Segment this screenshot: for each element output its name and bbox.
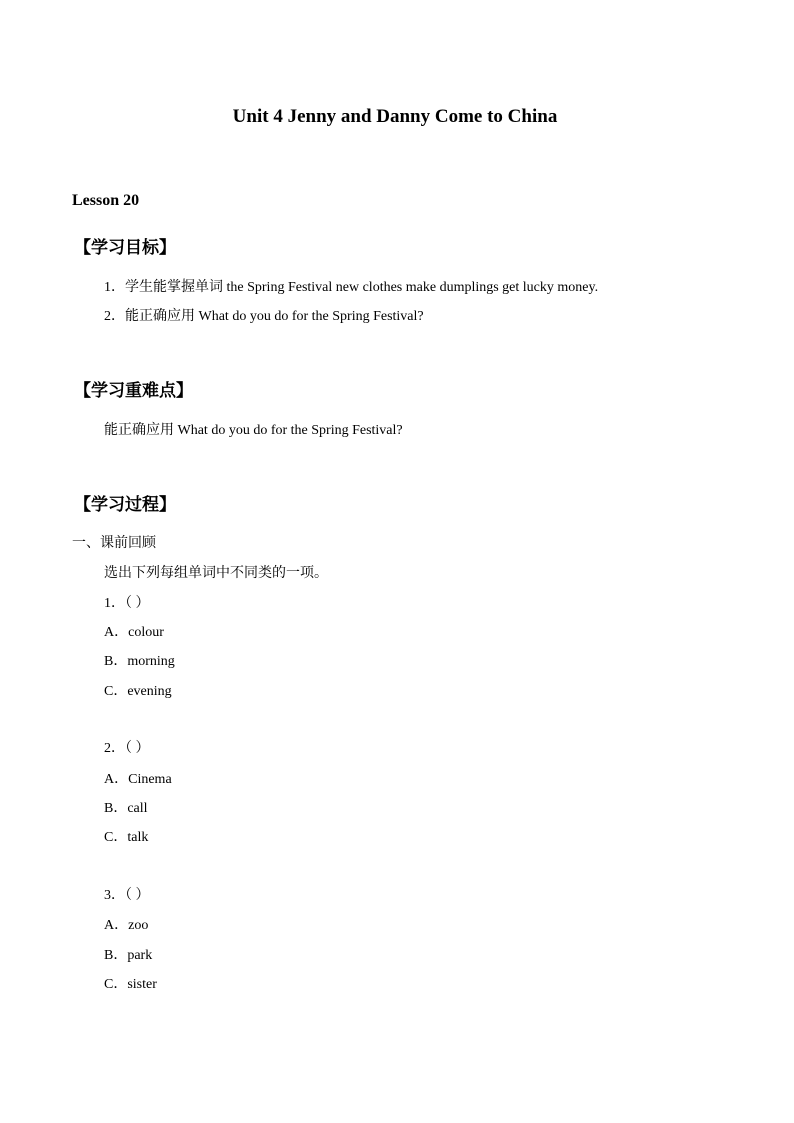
part-heading: 一、课前回顾 [72,535,156,551]
option-item: C．talk [104,830,149,845]
option-item: A．zoo [104,918,149,933]
question-number: 1．（ ） [104,596,150,611]
section-heading-objectives: 【学习目标】 [74,238,176,258]
lesson-label: Lesson 20 [72,192,140,209]
question-number: 3．（ ） [104,888,150,903]
key-point-text: 能正确应用 What do you do for the Spring Festival? [104,423,403,438]
section-heading-process: 【学习过程】 [74,495,176,515]
option-item: C．sister [104,977,157,992]
option-item: B．morning [104,654,175,669]
option-item: B．call [104,801,148,816]
option-item: C．evening [104,684,172,699]
option-item: A．colour [104,625,164,640]
instruction-text: 选出下列每组单词中不同类的一项。 [104,565,328,581]
question-number: 2．（ ） [104,741,150,756]
option-item: A．Cinema [104,772,172,787]
page-title: Unit 4 Jenny and Danny Come to China [232,106,558,127]
objective-item: 1．学生能掌握单词 the Spring Festival new clothes make dumplings get lucky money. [104,280,599,295]
objective-item: 2．能正确应用 What do you do for the Spring Festival? [104,309,424,324]
option-item: B．park [104,948,153,963]
section-heading-key-points: 【学习重难点】 [74,381,193,401]
